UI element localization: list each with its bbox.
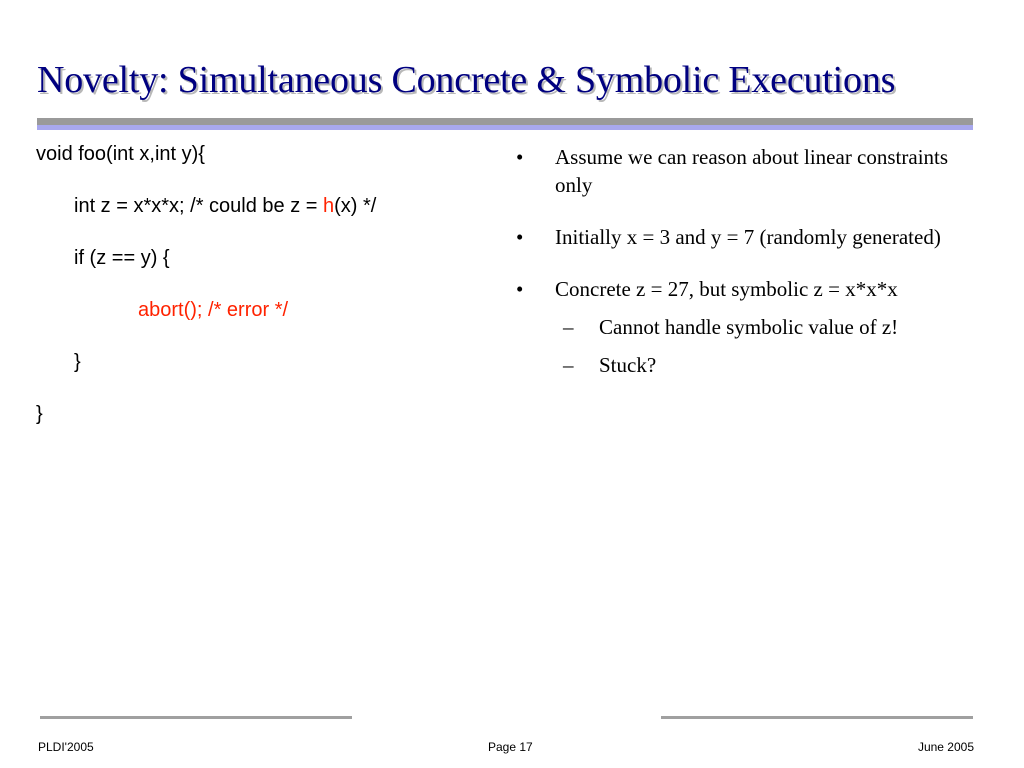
title-divider-light-band bbox=[37, 125, 973, 130]
code-line-assignment bbox=[74, 195, 376, 218]
sub-bullet-marker: – bbox=[563, 353, 574, 377]
sub-bullet-item bbox=[513, 313, 983, 341]
footer-date: June 2005 bbox=[917, 740, 974, 754]
bullet-text: Concrete z = 27, but symbolic z = x*x*x bbox=[555, 277, 898, 301]
sub-bullet-marker: – bbox=[563, 315, 574, 339]
code-assignment-text: int z = x*x*x; /* could be z = bbox=[74, 195, 324, 217]
bullet-marker: • bbox=[516, 145, 524, 169]
bullet-text: Initially x = 3 and y = 7 (randomly generated) bbox=[555, 225, 941, 249]
sub-bullet-text: Stuck? bbox=[599, 353, 657, 377]
sub-bullet-item bbox=[513, 351, 983, 379]
code-line-close-if: } bbox=[74, 351, 81, 373]
title-divider bbox=[37, 118, 973, 132]
sub-bullet-text: Cannot handle symbolic value of z! bbox=[599, 315, 899, 339]
slide-title: Novelty: Simultaneous Concrete & Symbolic Executions bbox=[37, 59, 896, 101]
bullet-item bbox=[513, 275, 983, 303]
footer-page-number: Page 17 bbox=[488, 740, 533, 754]
footer-conference: PLDI'2005 bbox=[38, 740, 94, 754]
bullet-item bbox=[513, 143, 983, 199]
bullet-list bbox=[513, 143, 983, 379]
code-highlight-h: h bbox=[323, 195, 335, 217]
footer-divider-left bbox=[40, 716, 352, 719]
footer-divider-right bbox=[661, 716, 973, 719]
code-assignment-tail: (x) */ bbox=[334, 195, 377, 217]
bullet-marker: • bbox=[516, 225, 524, 249]
bullet-text: Assume we can reason about linear constraints only bbox=[555, 145, 949, 197]
code-line-close-function: } bbox=[36, 403, 43, 425]
code-line-function-signature: void foo(int x,int y){ bbox=[36, 143, 205, 165]
bullet-marker: • bbox=[516, 277, 524, 301]
code-line-abort: abort(); /* error */ bbox=[138, 299, 289, 321]
code-line-if-condition: if (z == y) { bbox=[74, 247, 170, 269]
bullet-item bbox=[513, 223, 983, 251]
title-divider-dark-band bbox=[37, 118, 973, 125]
